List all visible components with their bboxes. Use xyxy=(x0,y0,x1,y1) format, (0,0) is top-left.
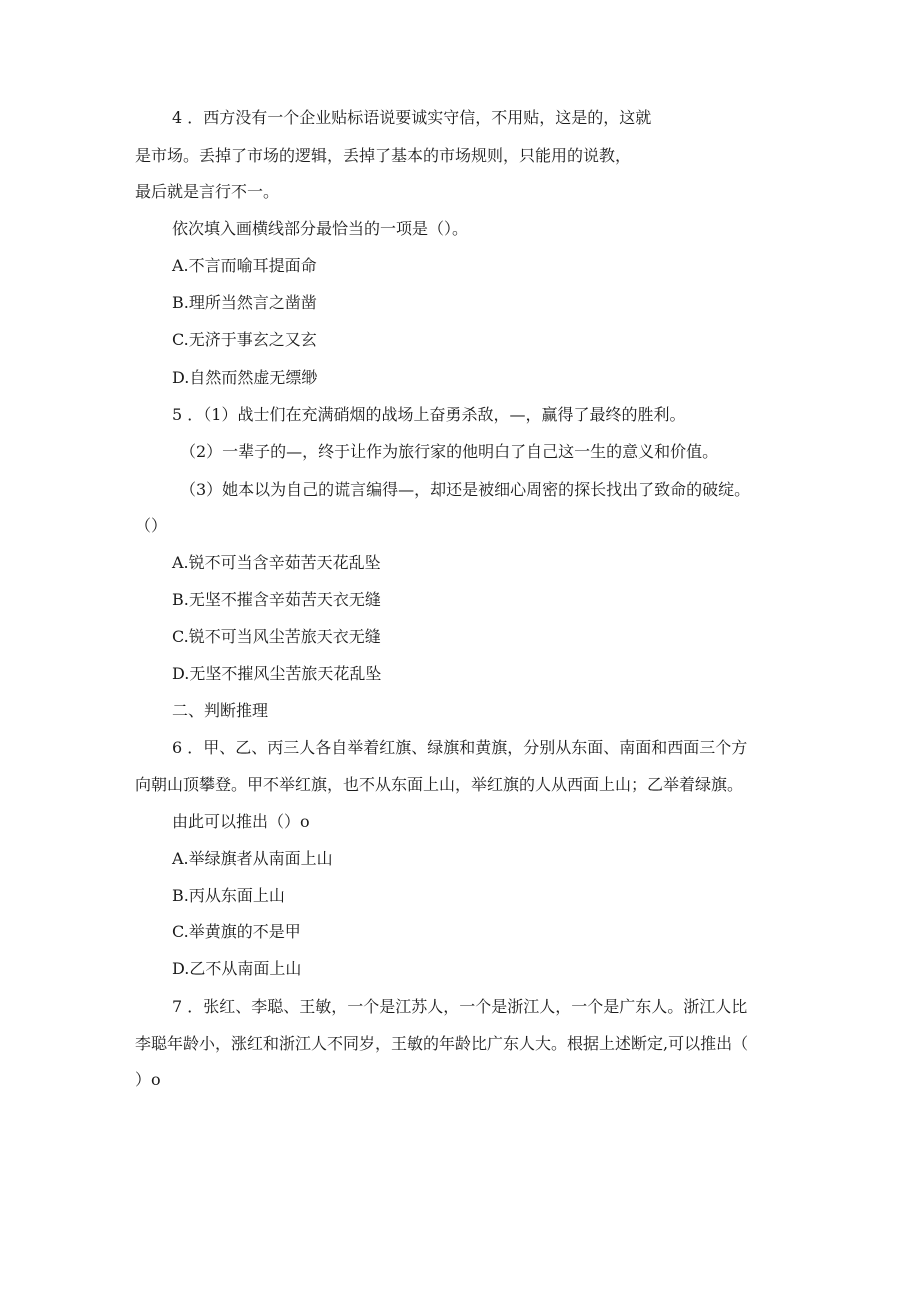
q5-stem-line-3: （3）她本以为自己的谎言编得—，却还是被细心周密的探长找出了致命的破绽。 xyxy=(180,480,751,499)
q7-stem-line-1: 7 ．张红、李聪、王敏，一个是江苏人，一个是浙江人，一个是广东人。浙江人比 xyxy=(172,997,748,1016)
q7-stem-line-3: ）o xyxy=(135,1070,161,1089)
q6-option-c: C.举黄旗的不是甲 xyxy=(172,922,301,941)
q4-option-b: B.理所当然言之凿凿 xyxy=(172,293,317,312)
q4-stem-line-2: 是市场。丢掉了市场的逻辑，丢掉了基本的市场规则，只能用的说教， xyxy=(135,146,632,165)
q6-stem-line-1: 6 ．甲、乙、丙三人各自举着红旗、绿旗和黄旗，分别从东面、南面和西面三个方 xyxy=(172,738,748,757)
q6-stem-line-2: 向朝山顶攀登。甲不举红旗，也不从东面上山，举红旗的人从西面上山；乙举着绿旗。 xyxy=(135,775,744,794)
q6-prompt: 由此可以推出（）o xyxy=(172,812,310,831)
q5-answer-blank: （） xyxy=(135,516,168,535)
q6-option-b: B.丙从东面上山 xyxy=(172,886,285,905)
q4-option-c: C.无济于事玄之又玄 xyxy=(172,330,317,349)
q5-stem-line-1: 5 ．（1）战士们在充满硝烟的战场上奋勇杀敌，—，赢得了最终的胜利。 xyxy=(172,405,686,424)
q4-prompt: 依次填入画横线部分最恰当的一项是（）。 xyxy=(172,219,469,238)
q4-stem-line-1: 4 ．西方没有一个企业贴标语说要诚实守信，不用贴，这是的，这就 xyxy=(172,108,652,127)
q6-option-a: A.举绿旗者从南面上山 xyxy=(172,849,333,868)
q5-stem-line-2: （2）一辈子的—，终于让作为旅行家的他明白了自己这一生的意义和价值。 xyxy=(180,442,719,461)
section-heading: 二、判断推理 xyxy=(172,701,269,720)
q5-option-b: B.无坚不摧含辛茹苦天衣无缝 xyxy=(172,590,381,609)
q6-option-d: D.乙不从南面上山 xyxy=(172,959,302,978)
q4-option-d: D.自然而然虚无缥缈 xyxy=(172,368,318,387)
q5-option-c: C.锐不可当风尘苦旅天衣无缝 xyxy=(172,627,381,646)
q4-option-a: A.不言而喻耳提面命 xyxy=(172,256,317,275)
q5-option-d: D.无坚不摧风尘苦旅天花乱坠 xyxy=(172,664,382,683)
q7-stem-line-2: 李聪年龄小，涨红和浙江人不同岁，王敏的年龄比广东人大。根据上述断定,可以推出（ xyxy=(135,1034,749,1053)
q5-option-a: A.锐不可当含辛茹苦天花乱坠 xyxy=(172,553,381,572)
q4-stem-line-3: 最后就是言行不一。 xyxy=(135,182,280,201)
